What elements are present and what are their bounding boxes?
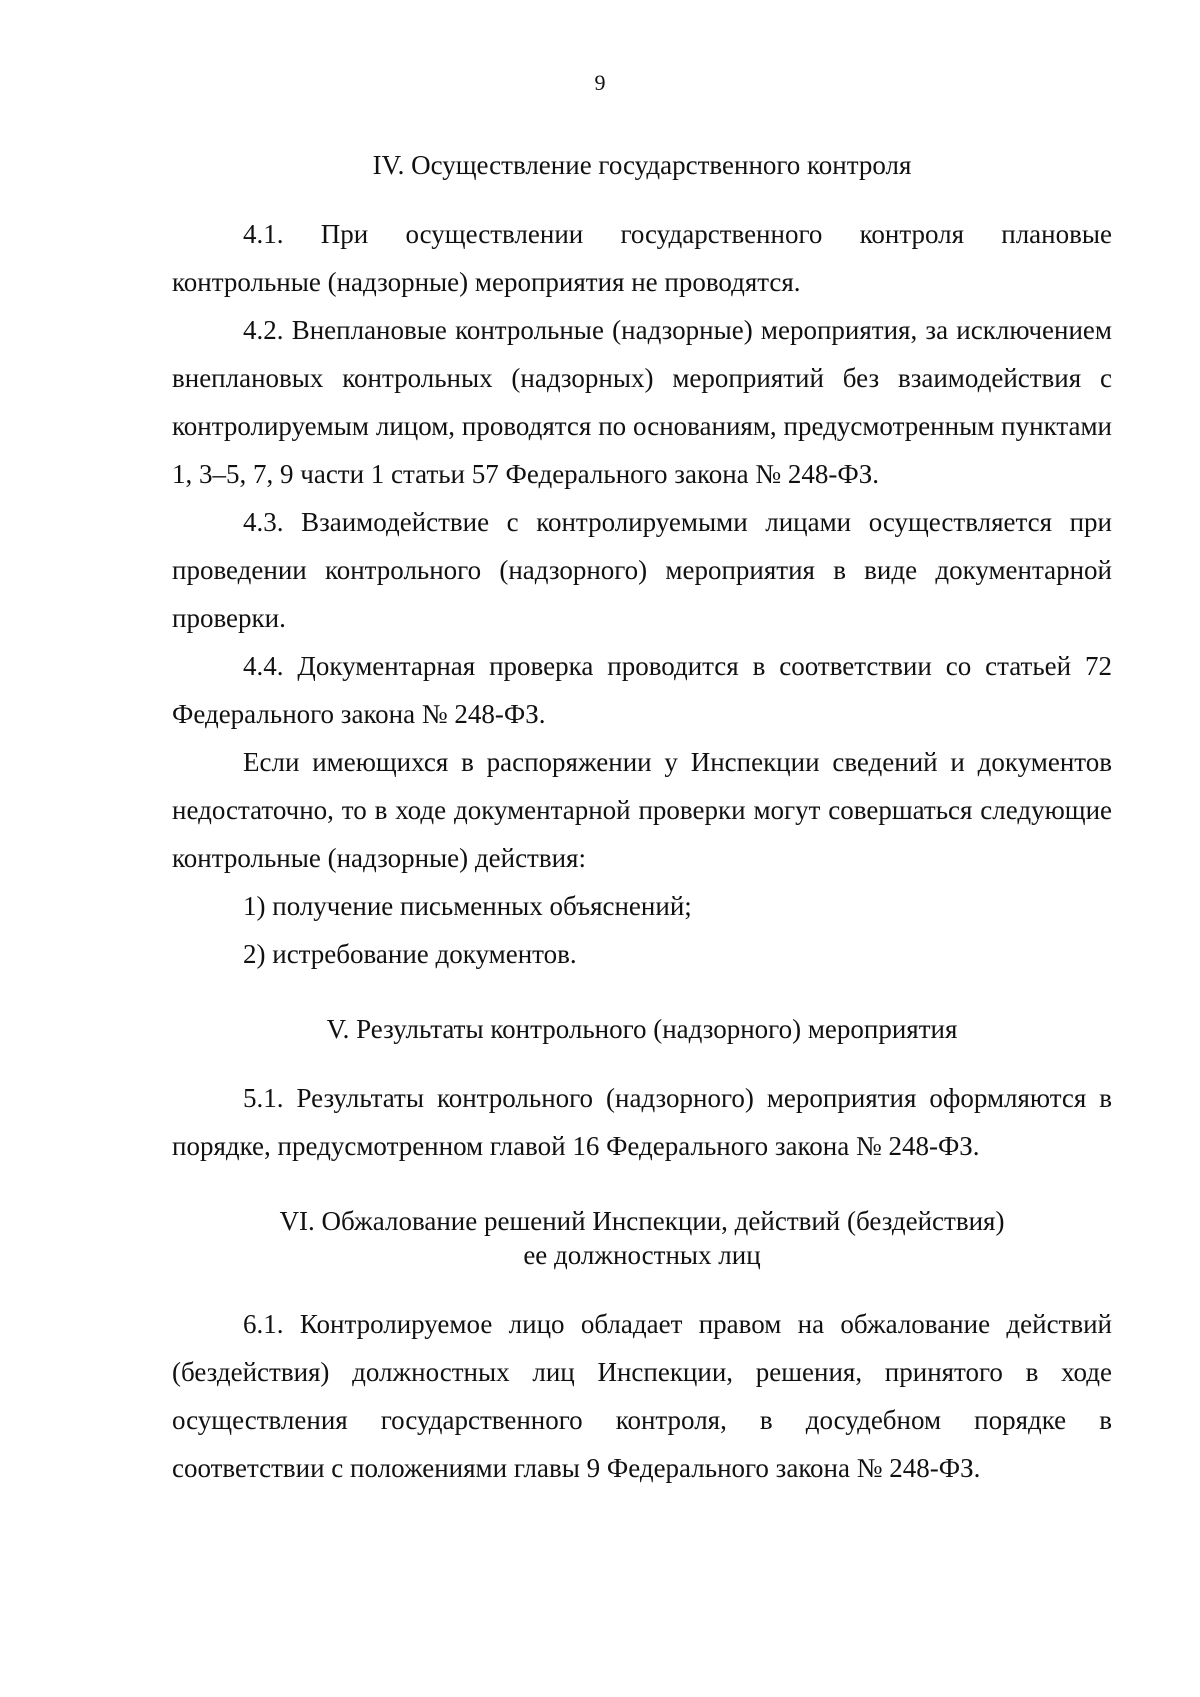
section-6-heading-line-1: VI. Обжалование решений Инспекции, действий (бездействия) [279, 1206, 1005, 1236]
list-item-2: 2) истребование документов. [243, 939, 577, 969]
paragraph-4-3: 4.3. Взаимодействие с контролируемыми лицами осуществляется при проведении контрольного (надзорного) мероприятия в виде документарной проверки. [172, 507, 1112, 633]
section-5-heading: V. Результаты контрольного (надзорного) мероприятия [326, 1014, 958, 1044]
page-number: 9 [594, 70, 606, 95]
paragraph-4-4-insufficient: Если имеющихся в распоряжении у Инспекции сведений и документов недостаточно, то в ходе документарной проверки могут совершаться следующие контрольные (надзорные) действия: [172, 747, 1112, 873]
section-6-heading [172, 1204, 1112, 1272]
paragraph-4-2: 4.2. Внеплановые контрольные (надзорные) мероприятия, за исключением внеплановых контрольных (надзорных) мероприятий без взаимодействия с контролируемым лицом, проводятся по основаниям, предусмотренным пунктами 1, 3–5, 7, 9 части 1 статьи 57 Федерального закона № 248-ФЗ. [172, 315, 1112, 489]
document-body [172, 148, 1112, 1492]
paragraph-4-1: 4.1. При осуществлении государственного контроля плановые контрольные (надзорные) мероприятия не проводятся. [172, 219, 1112, 297]
paragraph-5-1: 5.1. Результаты контрольного (надзорного) мероприятия оформляются в порядке, предусмотренном главой 16 Федерального закона № 248-ФЗ. [172, 1083, 1112, 1161]
paragraph-6-1: 6.1. Контролируемое лицо обладает правом на обжалование действий (бездействия) должностных лиц Инспекции, решения, принятого в ходе осуществления государственного контроля, в досудебном порядке в соответствии с положениями главы 9 Федерального закона № 248-ФЗ. [172, 1309, 1112, 1483]
section-4-heading: IV. Осуществление государственного контроля [372, 150, 912, 180]
section-6-heading-line-2: ее должностных лиц [523, 1240, 761, 1270]
paragraph-4-4: 4.4. Документарная проверка проводится в соответствии со статьей 72 Федерального закона № 248-ФЗ. [172, 651, 1112, 729]
list-item-1: 1) получение письменных объяснений; [243, 891, 692, 921]
